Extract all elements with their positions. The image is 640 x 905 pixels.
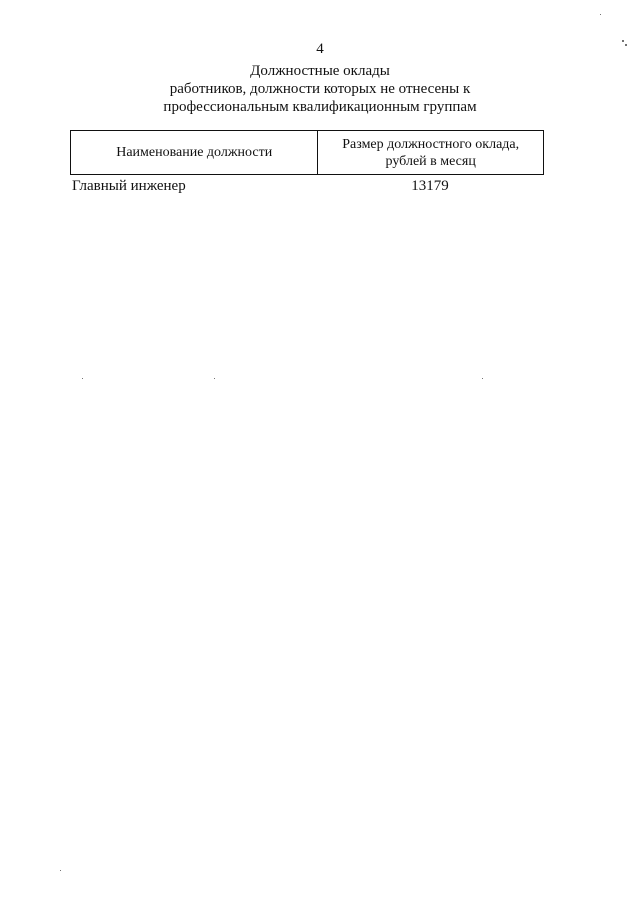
header-position-label: Наименование должности <box>116 145 273 160</box>
row-position: Главный инженер <box>72 178 186 194</box>
scan-speck <box>600 14 601 15</box>
row-salary: 13179 <box>411 178 449 194</box>
heading-line-1: Должностные оклады <box>250 63 390 79</box>
header-salary <box>318 131 544 175</box>
scan-speck <box>60 870 61 871</box>
table-header-row <box>71 131 544 175</box>
heading-line-3: профессиональным квалификационным группам <box>163 99 477 115</box>
page-number: 4 <box>316 41 324 57</box>
header-position <box>71 131 318 175</box>
heading-line-2: работников, должности которых не отнесены к <box>169 81 471 97</box>
scan-speck <box>625 44 627 46</box>
header-salary-line-1: Размер должностного оклада, <box>342 136 520 152</box>
scan-speck <box>214 378 215 379</box>
document-heading <box>0 62 640 116</box>
scan-speck <box>82 378 83 379</box>
scan-speck <box>482 378 483 379</box>
header-salary-line-2: рублей в месяц <box>385 153 476 169</box>
salary-table <box>70 130 544 175</box>
scan-speck <box>622 40 624 42</box>
